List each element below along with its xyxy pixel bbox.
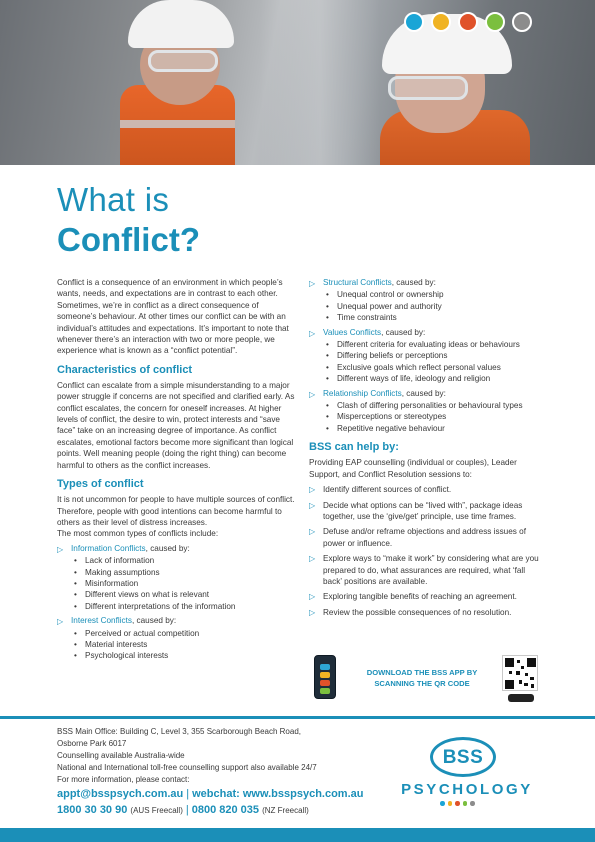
list-item: • Unequal power and authority [323,301,541,312]
help-item-text: Exploring tangible benefits of reaching an agreement. [323,592,517,602]
help-item [309,500,541,523]
qr-code-icon[interactable] [502,655,538,691]
footer-contact [57,726,397,818]
title-line-2: Conflict? [57,221,200,258]
help-item [309,607,541,618]
list-item: • Perceived or actual competition [71,628,295,639]
logo-dots [440,801,475,806]
list-item: • Different views on what is relevant [71,589,295,600]
list-item: • Misinformation [71,578,295,589]
bottom-bar [0,828,595,842]
help-item [309,484,541,495]
footer-divider [0,716,595,719]
triangle-bullet-icon: ▷ [309,500,316,510]
logo-oval [430,737,496,777]
title-line-1: What is [57,181,170,218]
help-item-text: Decide what options can be “lived with”, package ideas together, use the ‘give/get’ principle, use time frames. [323,500,523,521]
right-column [309,277,541,622]
email-link[interactable]: appt@bsspsych.com.au [57,788,184,800]
logo-dot-icon [455,801,460,806]
help-item [309,526,541,549]
list-item: • Different interpretations of the information [71,601,295,612]
triangle-bullet-icon: ▷ [309,592,316,602]
list-item: • Differing beliefs or perceptions [323,350,541,361]
list-item: • Lack of information [71,555,295,566]
list-item: • Different ways of life, ideology and religion [323,373,541,384]
office-address: BSS Main Office: Building C, Level 3, 355 Scarborough Beach Road, [57,727,301,736]
toll-free-note: National and International toll-free counselling support also available 24/7 [57,763,317,772]
page-title [57,180,200,260]
brand-dots [404,12,532,32]
contact-email-line: appt@bsspsych.com.au | webchat: www.bsspsych.com.au [57,788,364,800]
caused-by-label: , caused by: [401,388,446,398]
app-text-line-2: SCANNING THE QR CODE [374,678,470,688]
app-text-line-1: DOWNLOAD THE BSS APP BY [366,668,478,677]
caused-by-label: , caused by: [381,327,426,337]
list-item: • Unequal control or ownership [323,289,541,300]
help-item [309,553,541,587]
triangle-bullet-icon: ▷ [309,607,316,617]
list-item: • Exclusive goals which reflect personal values [323,362,541,373]
category-structural [309,277,541,324]
intro-paragraph: Conflict is a consequence of an environment in which people’s wants, needs, and expectations are in contrast to each other. Sometimes, we’re in conflict as a direct consequence of someone’s behaviour. At other times our conflict can be with an individual’s attitudes and expectations. It’s important to note that whenever there’s an interaction with two or more people, we experience what is known as a “conflict potential”. [57,278,289,356]
phone-au-note: (AUS Freecall) [130,806,183,815]
triangle-bullet-icon: ▷ [309,527,316,537]
list-item: • Time constraints [323,312,541,323]
characteristics-paragraph: Conflict can escalate from a simple misunderstanding to a major power struggle if concerns are not specified and clarified early. As conflict escalates, the concern for oneself increases. At higher levels of conflict, the desire to win, protect interests and “save face” take on an increasing degree of importance. As conflict escalates, emotional factors become more significant than logical points. Well meaning people (doing the right thing) can become harmful to others as the conflict increases. [57,380,295,470]
category-values [309,327,541,385]
help-intro: Providing EAP counselling (individual or couples), Leader Support, and Conflict Resolution sessions to: [309,458,517,479]
category-title: Interest Conflicts [71,616,132,626]
triangle-bullet-icon: ▷ [309,554,316,564]
brand-dot-icon [512,12,532,32]
category-title: Information Conflicts [71,543,146,553]
phone-au[interactable]: 1800 30 30 90 [57,804,128,816]
types-intro-line: The most common types of conflicts include: [57,529,219,539]
help-heading: BSS can help by: [309,441,399,454]
characteristics-heading: Characteristics of conflict [57,363,193,376]
triangle-bullet-icon: ▷ [57,617,64,627]
types-paragraph: It is not uncommon for people to have multiple sources of conflict. Therefore, people with good intentions can become harmful to others as their level of distress increases. [57,495,295,527]
office-address-suburb: Osborne Park 6017 [57,739,127,748]
help-item-text: Identify different sources of conflict. [323,485,452,495]
list-item: • Repetitive negative behaviour [323,423,541,434]
app-download-text [352,668,492,689]
app-promo [312,655,540,705]
types-heading: Types of conflict [57,478,144,491]
bss-psychology-logo [392,737,542,811]
category-title: Values Conflicts [323,327,382,337]
category-title: Relationship Conflicts [323,388,402,398]
hero-photo [0,0,595,165]
help-item-text: Defuse and/or reframe objections and address issues of power or influence. [323,527,526,548]
brand-dot-icon [458,12,478,32]
brand-dot-icon [485,12,505,32]
help-list [309,484,541,618]
phone-nz-note: (NZ Freecall) [262,806,309,815]
brand-dot-icon [431,12,451,32]
list-item: • Clash of differing personalities or behavioural types [323,400,541,411]
triangle-bullet-icon: ▷ [309,389,316,399]
caused-by-label: , caused by: [131,616,177,626]
list-item: • Misperceptions or stereotypes [323,411,541,422]
webchat-link[interactable]: webchat: www.bsspsych.com.au [192,788,364,800]
help-item [309,591,541,602]
triangle-bullet-icon: ▷ [309,485,316,495]
category-title: Structural Conflicts [323,278,392,287]
logo-dot-icon [470,801,475,806]
category-interest [57,615,295,662]
help-item-text: Review the possible consequences of no resolution. [323,607,512,617]
left-column [57,277,295,664]
contact-prompt: For more information, please contact: [57,775,190,784]
counselling-availability: Counselling available Australia-wide [57,751,185,760]
qr-caption-badge [508,694,534,702]
triangle-bullet-icon: ▷ [57,544,64,554]
phone-nz[interactable]: 0800 820 035 [191,804,260,816]
logo-dot-icon [448,801,453,806]
triangle-bullet-icon: ▷ [309,328,316,338]
list-item: • Making assumptions [71,567,295,578]
list-item: • Psychological interests [71,650,295,661]
logo-dot-icon [463,801,468,806]
logo-mark: BSS [442,747,484,768]
logo-wordmark: PSYCHOLOGY [401,781,533,798]
category-information [57,543,295,612]
list-item: • Different criteria for evaluating ideas or behaviours [323,339,541,350]
brand-dot-icon [404,12,424,32]
caused-by-label: , caused by: [145,543,190,553]
category-relationship [309,388,541,435]
phone-app-icon [314,655,336,699]
help-item-text: Explore ways to “make it work” by considering what are you prepared to do, what assurances are required, what ‘fall back’ positions are available. [323,554,539,586]
caused-by-label: , caused by: [391,278,436,287]
list-item: • Material interests [71,639,295,650]
triangle-bullet-icon: ▷ [309,279,316,288]
contact-phone-line: 1800 30 30 90 (AUS Freecall) | 0800 820 035 (NZ Freecall) [57,804,309,816]
logo-dot-icon [440,801,445,806]
